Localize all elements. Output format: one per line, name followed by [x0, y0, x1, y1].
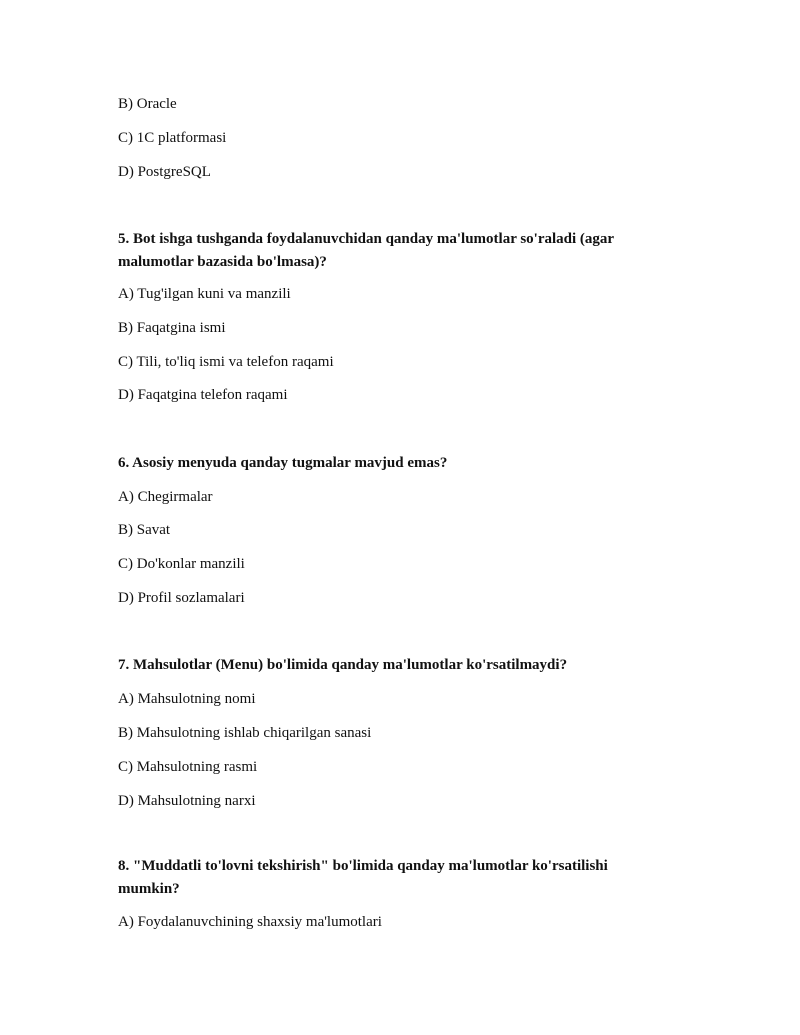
question-5: 5. Bot ishga tushganda foydalanuvchidan qanday ma'lumotlar so'raladi (agar malumotlar bazasida bo'lmasa)?: [118, 231, 614, 270]
question-5-option-a: A) Tug'ilgan kuni va manzili: [118, 286, 291, 302]
question-7-option-b: B) Mahsulotning ishlab chiqarilgan sanasi: [118, 725, 372, 741]
option-c: C) 1C platformasi: [118, 130, 227, 146]
question-8: 8. "Muddatli to'lovni tekshirish" bo'limida qanday ma'lumotlar ko'rsatilishi mumkin?: [118, 858, 608, 897]
question-8-option-a: A) Foydalanuvchining shaxsiy ma'lumotlari: [118, 914, 382, 930]
question-5-option-d: D) Faqatgina telefon raqami: [118, 387, 288, 403]
question-7-option-a: A) Mahsulotning nomi: [118, 691, 256, 707]
question-7-option-d: D) Mahsulotning narxi: [118, 793, 256, 809]
option-b: B) Oracle: [118, 96, 177, 112]
option-d: D) PostgreSQL: [118, 164, 211, 180]
question-5-option-c: C) Tili, to'liq ismi va telefon raqami: [118, 354, 334, 370]
question-6-option-d: D) Profil sozlamalari: [118, 590, 245, 606]
question-7: 7. Mahsulotlar (Menu) bo'limida qanday ma'lumotlar ko'rsatilmaydi?: [118, 657, 568, 673]
question-6: 6. Asosiy menyuda qanday tugmalar mavjud emas?: [118, 455, 448, 471]
question-6-option-b: B) Savat: [118, 522, 171, 538]
question-7-option-c: C) Mahsulotning rasmi: [118, 759, 258, 775]
question-6-option-a: A) Chegirmalar: [118, 489, 213, 505]
question-5-option-b: B) Faqatgina ismi: [118, 320, 226, 336]
question-6-option-c: C) Do'konlar manzili: [118, 556, 245, 572]
